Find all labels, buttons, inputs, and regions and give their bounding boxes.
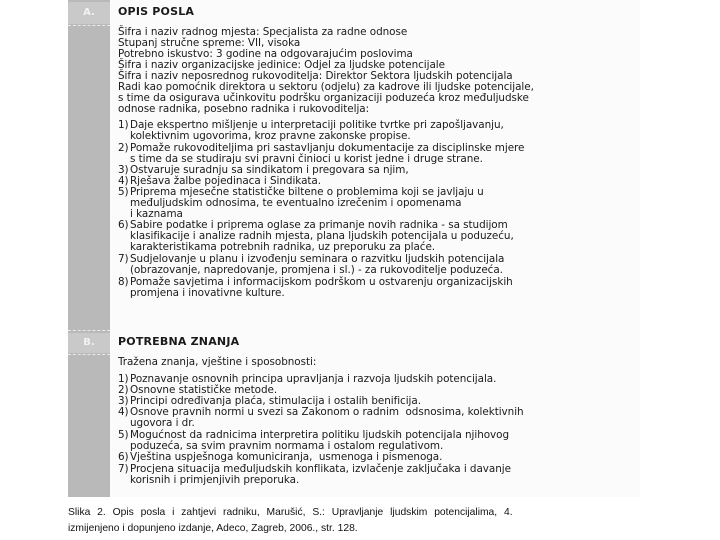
item-text: klasifikacije i analize radnih mjesta, plana ljudskih potencijala u poduzeću, <box>130 230 514 242</box>
field-experience: Potrebno iskustvo: 3 godine na odgovarajućim poslovima <box>118 48 413 60</box>
field-qualification: Stupanj stručne spreme: VII, visoka <box>118 37 301 49</box>
item-text: Sudjelovanje u planu i izvođenju seminara o razvitku ljudskih potencijala <box>130 253 505 265</box>
item-number: 5) <box>118 429 129 441</box>
item-text: Priprema mjesečne statističke biltene o problemima koji se javljaju u <box>130 186 484 198</box>
stripe-separator <box>68 354 110 355</box>
item-number: 4) <box>118 175 129 187</box>
caption-line-2: izmijenjeno i dopunjeno izdanje, Adeco, Zagreb, 2006., str. 128. <box>68 523 358 534</box>
item-number: 1) <box>118 373 129 385</box>
item-number: 7) <box>118 253 129 265</box>
item-text: Pomaže rukovoditeljima pri sastavljanju dokumentacije za disciplinske mjere <box>130 142 525 154</box>
item-text: Sabire podatke i priprema oglase za primanje novih radnika - sa studijom <box>130 219 508 231</box>
item-text: Osnovne statističke metode. <box>130 384 278 396</box>
item-number: 3) <box>118 164 129 176</box>
caption-line-1: Slika 2. Opis posla i zahtjevi radniku, Marušić, S.: Upravljanje ljudskim potencijalima, 4. <box>68 507 513 518</box>
field-org-unit: Šifra i naziv organizacijske jedinice: Odjel za ljudske potencijale <box>118 59 445 71</box>
item-text: ugovora i dr. <box>130 417 195 429</box>
field-job-title: Šifra i naziv radnog mjesta: Specjalista za radne odnose <box>118 26 408 38</box>
item-text: Procjena situacija međuljudskih konflikata, izvlačenje zaključaka i davanje <box>130 463 511 475</box>
section-b-intro: Tražena znanja, vještine i sposobnosti: <box>118 356 317 368</box>
stripe-separator <box>68 25 110 26</box>
item-text: Osnove pravnih normi u svezi sa Zakonom o radnim odsnosima, kolektivnih <box>130 406 524 418</box>
item-text: kolektivnim ugovorima, kroz pravne zakonske propise. <box>130 130 411 142</box>
item-text: i kaznama <box>130 208 183 220</box>
item-number: 8) <box>118 276 129 288</box>
item-number: 1) <box>118 119 129 131</box>
figure-caption <box>68 505 668 537</box>
item-text: Mogućnost da radnicima interpretira politiku ljudskih potencijala njihovog <box>130 429 510 441</box>
item-text: karakteristikama potrebnih radnika, uz preporuku za plaće. <box>130 241 436 253</box>
item-text: Ostvaruje suradnju sa sindikatom i pregovara sa njim, <box>130 164 409 176</box>
item-text: promjena i inovativne kulture. <box>130 287 285 299</box>
section-a-letter: A. <box>83 7 95 18</box>
stripe-separator <box>68 330 110 331</box>
item-text: Vještina uspješnoga komuniciranja, usmenoga i pismenoga. <box>130 451 443 463</box>
item-text: (obrazovanje, napredovanje, promjena i sl.) - za rukovoditelje poduzeća. <box>130 264 503 276</box>
intro-line: odnose radnika, posebno radnika i rukovoditelja: <box>118 103 370 115</box>
field-supervisor: Šifra i naziv neposrednog rukovoditelja: Direktor Sektora ljudskih potencijala <box>118 70 513 82</box>
item-text: Pomaže savjetima i informacijskom podrškom u ostvarenju organizacijskih <box>130 276 513 288</box>
scanned-document <box>68 0 640 497</box>
item-text: Poznavanje osnovnih principa upravljanja i razvoja ljudskih potencijala. <box>130 373 497 385</box>
item-number: 2) <box>118 384 129 396</box>
item-number: 4) <box>118 406 129 418</box>
item-number: 7) <box>118 463 129 475</box>
item-number: 5) <box>118 186 129 198</box>
section-b-title: POTREBNA ZNANJA <box>118 335 240 348</box>
item-text: korisnih i primjenjivih preporuka. <box>130 474 300 486</box>
item-number: 6) <box>118 219 129 231</box>
item-text: Daje ekspertno mišljenje u interpretaciji politike tvrtke pri zapošljavanju, <box>130 119 504 131</box>
intro-line: Radi kao pomoćnik direktora u sektoru (odjelu) za kadrove ili ljudske potencijale, <box>118 81 534 93</box>
item-text: Principi određivanja plaća, stimulacija i ostalih benificija. <box>130 395 421 407</box>
item-text: međuljudskim odnosima, te eventualno izrečenim i opomenama <box>130 197 462 209</box>
item-text: s time da se studiraju svi pravni činioci u korist jedne i druge strane. <box>130 153 483 165</box>
item-text: poduzeća, sa svim pravnim normama i ostalom regulativom. <box>130 440 444 452</box>
item-number: 2) <box>118 142 129 154</box>
section-stripe <box>68 0 110 497</box>
item-number: 6) <box>118 451 129 463</box>
item-number: 3) <box>118 395 129 407</box>
intro-line: s time da osigurava učinkovitu podršku organizaciji poduzeća kroz međuljudske <box>118 92 529 104</box>
section-b-letter: B. <box>83 337 95 348</box>
item-text: Rješava žalbe pojedinaca i Sindikata. <box>130 175 321 187</box>
section-a-title: OPIS POSLA <box>118 5 195 18</box>
